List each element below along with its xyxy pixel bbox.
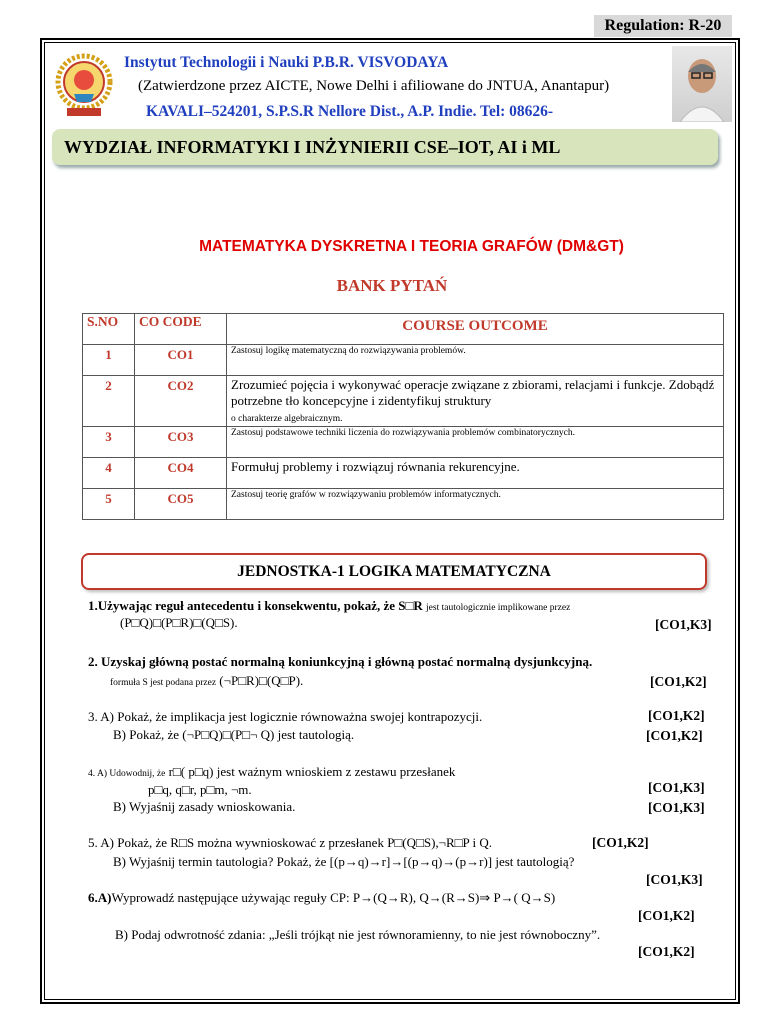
question-2-line-1: 2. Uzyskaj główną postać normalną koniunkcyjną i główną postać normalną dysjunkcyjną. [88, 654, 593, 669]
q3b-tag: [CO1,K2] [646, 728, 703, 743]
row-outcome-small: o charakterze algebraicznym. [231, 414, 343, 424]
row-code: CO1 [135, 345, 227, 376]
question-1-line-2: (P□Q)□(P□R)□(Q□S). [120, 615, 238, 630]
table-row [83, 489, 724, 520]
header-sno: S.NO [83, 314, 135, 345]
regulation-label: Regulation: R-20 [594, 15, 732, 37]
q2-text-small: formuła S jest podana przez [110, 678, 217, 688]
row-sno: 2 [83, 376, 135, 427]
row-sno: 3 [83, 427, 135, 458]
table-row [83, 458, 724, 489]
q4-prefix: 4. A) Udowodnij, że [88, 769, 166, 779]
row-code: CO3 [135, 427, 227, 458]
q6a-tag: [CO1,K2] [638, 908, 695, 923]
question-5a: 5. A) Pokaż, że R□S można wywnioskować z przesłanek P□(Q□S),¬R□P i Q. [88, 835, 493, 850]
row-code: CO5 [135, 489, 227, 520]
q4-text: r□( p□q) jest ważnym wnioskiem z zestawu przesłanek [168, 764, 456, 779]
q5b-tag: [CO1,K3] [646, 872, 703, 887]
header-course-outcome: COURSE OUTCOME [227, 314, 724, 345]
question-6b: B) Podaj odwrotność zdania: „Jeśli trójkąt nie jest równoramienny, to nie jest równoboczny”. [115, 927, 601, 942]
q4b-tag: [CO1,K3] [648, 800, 705, 815]
question-bank-title: BANK PYTAŃ [336, 276, 448, 295]
q3a-tag: [CO1,K2] [648, 708, 705, 723]
header-co-code: CO CODE [135, 314, 227, 345]
q2-tag: [CO1,K2] [650, 674, 707, 689]
question-1-line-1 [88, 598, 570, 614]
question-3a: 3. A) Pokaż, że implikacja jest logicznie równoważna swojej kontrapozycji. [88, 709, 483, 724]
row-code: CO2 [135, 376, 227, 427]
q6-number: 6.A) [88, 890, 112, 905]
institute-name: Instytut Technologii i Nauki P.B.R. VISVODAYA [124, 54, 449, 71]
subject-title: MATEMATYKA DYSKRETNA I TEORIA GRAFÓW (DM&GT) [199, 238, 624, 255]
founder-photo [672, 46, 732, 122]
question-6a [88, 890, 555, 906]
q1-text-small: jest tautologicznie implikowane przez [426, 603, 571, 613]
row-outcome: Zastosuj teorię grafów w rozwiązywaniu problemów informatycznych. [227, 489, 724, 520]
row-outcome: Zastosuj podstawowe techniki liczenia do rozwiązywania problemów combinatorycznych. [227, 427, 724, 458]
unit-title-box: JEDNOSTKA-1 LOGIKA MATEMATYCZNA [81, 553, 707, 590]
q4a-tag: [CO1,K3] [648, 780, 705, 795]
question-4a-line-2: p□q, q□r, p□m, ¬m. [148, 782, 252, 797]
row-sno: 5 [83, 489, 135, 520]
question-3b: B) Pokaż, że (¬P□Q)□(P□¬ Q) jest tautologią. [113, 727, 355, 742]
course-outcome-table [82, 313, 724, 520]
department-banner: WYDZIAŁ INFORMATYKI I INŻYNIERII CSE–IOT, AI i ML [52, 129, 718, 165]
table-row [83, 427, 724, 458]
row-outcome: Formułuj problemy i rozwiązuj równania rekurencyjne. [227, 458, 724, 489]
question-2-line-2 [110, 673, 303, 689]
q1-tag: [CO1,K3] [655, 617, 712, 632]
q2-formula: (¬P□R)□(Q□P). [219, 673, 304, 688]
question-4b: B) Wyjaśnij zasady wnioskowania. [113, 799, 296, 814]
question-5b: B) Wyjaśnij termin tautologia? Pokaż, że [(p→q)→r]→[(p→q)→(p→r)] jest tautologią? [113, 854, 575, 869]
q5a-tag: [CO1,K2] [592, 835, 649, 850]
question-4a-line-1 [88, 764, 455, 780]
table-header-row [83, 314, 724, 345]
college-logo-icon [53, 50, 115, 120]
q1-text: 1.Używając reguł antecedentu i konsekwentu, pokaż, że S□R [88, 598, 423, 613]
table-row [83, 345, 724, 376]
q6b-tag: [CO1,K2] [638, 944, 695, 959]
row-sno: 4 [83, 458, 135, 489]
row-code: CO4 [135, 458, 227, 489]
row-sno: 1 [83, 345, 135, 376]
table-row [83, 376, 724, 427]
row-outcome-main: Zrozumieć pojęcia i wykonywać operacje związane z zbiorami, relacjami i funkcje. Zdobądź potrzebne tło koncepcyjne i zidentyfikuj struktury [231, 377, 715, 408]
institute-address: KAVALI–524201, S.P.S.R Nellore Dist., A.P. Indie. Tel: 08626- [146, 103, 554, 120]
institute-approval: (Zatwierdzone przez AICTE, Nowe Delhi i afiliowane do JNTUA, Anantapur) [138, 78, 610, 94]
q6a-text: Wyprowadź następujące używając reguły CP: P→(Q→R), Q→(R→S)⇒ P→( Q→S) [111, 890, 556, 905]
row-outcome: Zastosuj logikę matematyczną do rozwiązywania problemów. [227, 345, 724, 376]
row-outcome [227, 376, 724, 427]
